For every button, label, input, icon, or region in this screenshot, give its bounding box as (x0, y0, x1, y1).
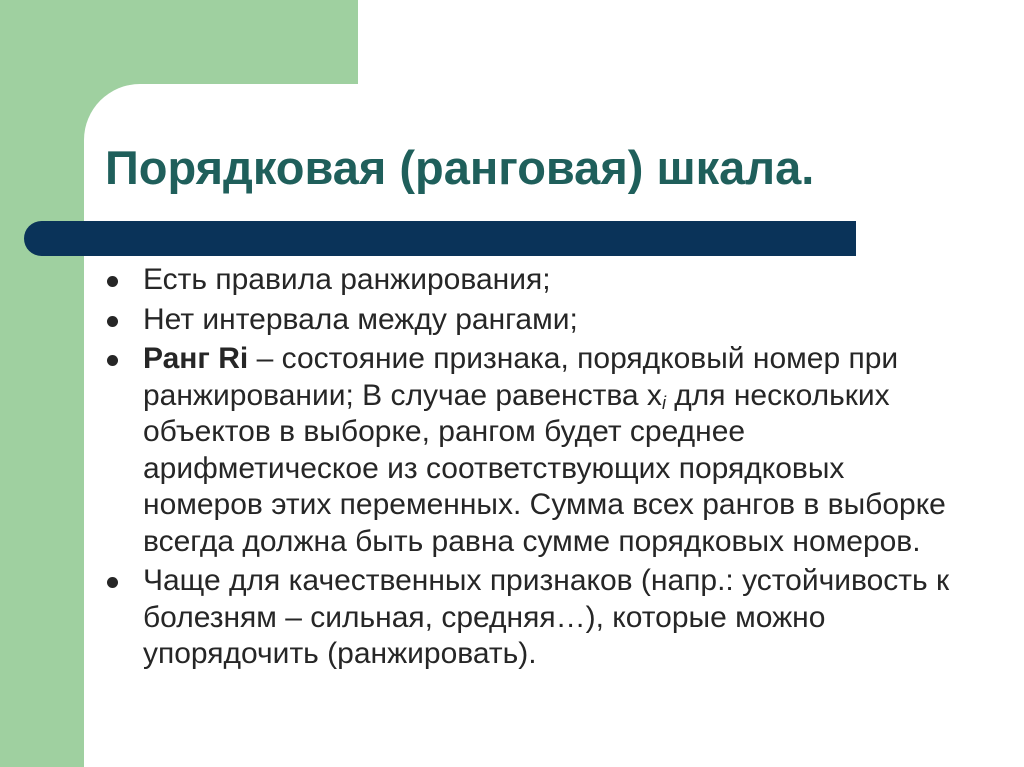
bullet-text: Нет интервала между рангами; (143, 302, 578, 336)
bullet-text-continued: для нескольких объектов в выборке, рангом будет среднее арифметическое из соответствующих порядковых номеров этих переменных. Сумма всех рангов в выборке всегда должна быть равна сумме порядковых номеров. (143, 378, 946, 558)
bullet-text: Есть правила ранжирования; (143, 263, 551, 296)
slide-title: Порядковая (ранговая) шкала. (105, 141, 815, 194)
bullet-list (104, 262, 964, 676)
bullet-dot-icon (107, 577, 118, 588)
bullet-term: Ранг Ri (143, 342, 249, 375)
bullet-item (104, 262, 964, 299)
bullet-text: Чаще для качественных признаков (напр.: устойчивость к болезням – сильная, средняя…), которые можно упорядочить (ранжировать). (143, 564, 950, 670)
bullet-item (104, 302, 964, 339)
bullet-item (104, 341, 964, 560)
bullet-text: – состояние признака, порядковый номер при ранжировании; В случае равенства x (143, 342, 899, 412)
subscript-index: i (661, 392, 666, 413)
bullet-item (104, 563, 964, 673)
bullet-dot-icon (107, 276, 118, 287)
title-underline-bar (24, 221, 856, 256)
bullet-dot-icon (107, 355, 118, 366)
bullet-dot-icon (107, 316, 118, 327)
